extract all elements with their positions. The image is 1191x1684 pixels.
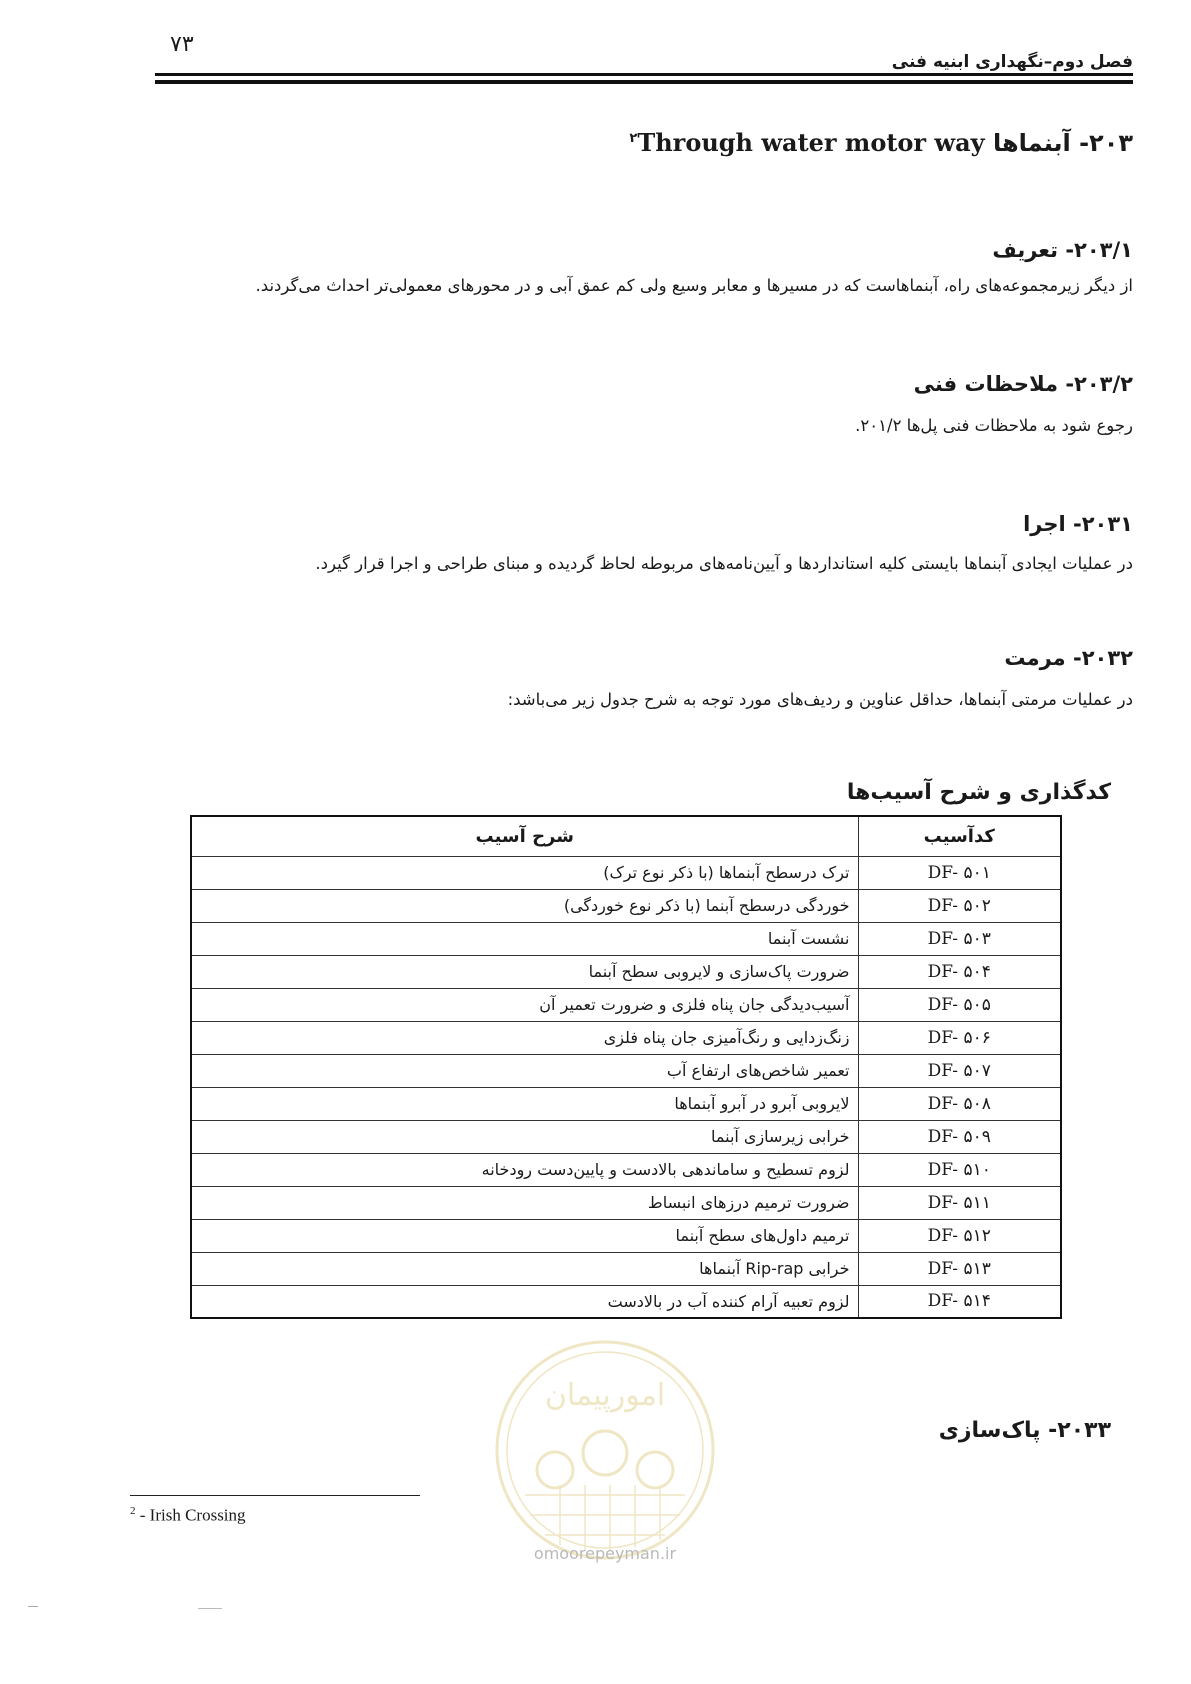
damage-description-cell: ترمیم داول‌های سطح آبنما: [191, 1219, 858, 1252]
section-body-technical-notes: رجوع شود به ملاحظات فنی پل‌ها ۲۰۱/۲.: [855, 416, 1133, 435]
main-heading: [629, 128, 1133, 157]
table-row: [191, 1021, 1061, 1054]
main-heading-title: ۲۰۳- آبنماها: [992, 129, 1133, 157]
footnote-text: - Irish Crossing: [135, 1505, 246, 1525]
damage-code-cell: DF- ۵۰۱: [858, 856, 1061, 889]
section-body-repair: در عملیات مرمتی آبنماها، حداقل عناوین و ردیف‌های مورد توجه به شرح جدول زیر می‌باشد:: [507, 690, 1133, 709]
damage-code-cell: DF- ۵۰۲: [858, 889, 1061, 922]
column-header-description: شرح آسیب: [191, 816, 858, 856]
table-row: [191, 1285, 1061, 1318]
header-rule-top: [155, 73, 1133, 76]
scan-mark: [28, 1606, 38, 1607]
section-title-cleaning: ۲۰۳۳- پاک‌سازی: [938, 1418, 1111, 1443]
footnote-ref: ۲: [629, 131, 638, 146]
section-title-execution: ۲۰۳۱- اجرا: [1023, 512, 1133, 536]
table-row: [191, 1252, 1061, 1285]
watermark-text: omoorepeyman.ir: [533, 1544, 677, 1563]
footnote: [130, 1505, 246, 1526]
table-row: [191, 889, 1061, 922]
table-row: [191, 955, 1061, 988]
damage-description-cell: ضرورت ترمیم درزهای انبساط: [191, 1186, 858, 1219]
watermark-logo: [490, 1335, 720, 1565]
watermark-logo-text: امورپیمان: [544, 1378, 666, 1413]
table-row: [191, 1219, 1061, 1252]
damage-codes-table: [190, 815, 1062, 1319]
damage-description-cell: تعمیر شاخص‌های ارتفاع آب: [191, 1054, 858, 1087]
damage-description-cell: زنگ‌زدایی و رنگ‌آمیزی جان پناه فلزی: [191, 1021, 858, 1054]
scan-mark: [198, 1608, 222, 1609]
damage-code-cell: DF- ۵۱۴: [858, 1285, 1061, 1318]
section-title-technical-notes: ۲۰۳/۲- ملاحظات فنی: [913, 372, 1133, 396]
damage-code-cell: DF- ۵۰۸: [858, 1087, 1061, 1120]
column-header-code: کدآسیب: [858, 816, 1061, 856]
table-header-row: [191, 816, 1061, 856]
damage-code-cell: DF- ۵۱۰: [858, 1153, 1061, 1186]
table-row: [191, 856, 1061, 889]
footnote-rule: [130, 1495, 420, 1496]
damage-code-cell: DF- ۵۱۲: [858, 1219, 1061, 1252]
section-title-definition: ۲۰۳/۱- تعریف: [992, 238, 1133, 262]
damage-code-cell: DF- ۵۰۳: [858, 922, 1061, 955]
table-row: [191, 1186, 1061, 1219]
table-title: کدگذاری و شرح آسیب‌ها: [846, 780, 1111, 805]
footnote-number: 2: [130, 1505, 136, 1517]
section-title-repair: ۲۰۳۲- مرمت: [1004, 646, 1133, 670]
damage-description-cell: آسیب‌دیدگی جان پناه فلزی و ضرورت تعمیر آن: [191, 988, 858, 1021]
damage-description-cell: خرابی Rip-rap آبنماها: [191, 1252, 858, 1285]
damage-code-cell: DF- ۵۰۷: [858, 1054, 1061, 1087]
table-row: [191, 1087, 1061, 1120]
running-header: فصل دوم–نگهداری ابنیه فنی: [891, 52, 1133, 72]
section-body-execution: در عملیات ایجادی آبنماها بایستی کلیه استانداردها و آیین‌نامه‌های مربوطه لحاظ گردیده و مبنای طراحی و اجرا قرار گیرد.: [315, 554, 1133, 573]
table-row: [191, 1120, 1061, 1153]
section-body-definition: از دیگر زیرمجموعه‌های راه، آبنماهاست که در مسیرها و معابر وسیع ولی کم عمق آبی و در محورهای معمولی‌تر احداث می‌گردند.: [255, 276, 1133, 295]
header-rule-bottom: [155, 80, 1133, 84]
damage-description-cell: خرابی زیرسازی آبنما: [191, 1120, 858, 1153]
damage-code-cell: DF- ۵۰۹: [858, 1120, 1061, 1153]
table-row: [191, 922, 1061, 955]
damage-description-cell: لزوم تعبیه آرام کننده آب در بالادست: [191, 1285, 858, 1318]
table-row: [191, 1054, 1061, 1087]
table-row: [191, 1153, 1061, 1186]
damage-code-cell: DF- ۵۱۱: [858, 1186, 1061, 1219]
damage-description-cell: ترک درسطح آبنماها (با ذکر نوع ترک): [191, 856, 858, 889]
damage-description-cell: خوردگی درسطح آبنما (با ذکر نوع خوردگی): [191, 889, 858, 922]
page-number: ۷۳: [170, 32, 194, 57]
damage-code-cell: DF- ۵۰۶: [858, 1021, 1061, 1054]
table-row: [191, 988, 1061, 1021]
damage-description-cell: لایروبی آبرو در آبرو آبنماها: [191, 1087, 858, 1120]
damage-code-cell: DF- ۵۰۵: [858, 988, 1061, 1021]
damage-description-cell: نشست آبنما: [191, 922, 858, 955]
damage-code-cell: DF- ۵۰۴: [858, 955, 1061, 988]
main-heading-english: Through water motor way: [637, 128, 985, 157]
damage-code-cell: DF- ۵۱۳: [858, 1252, 1061, 1285]
damage-description-cell: لزوم تسطیح و ساماندهی بالادست و پایین‌دست رودخانه: [191, 1153, 858, 1186]
damage-description-cell: ضرورت پاک‌سازی و لایروبی سطح آبنما: [191, 955, 858, 988]
